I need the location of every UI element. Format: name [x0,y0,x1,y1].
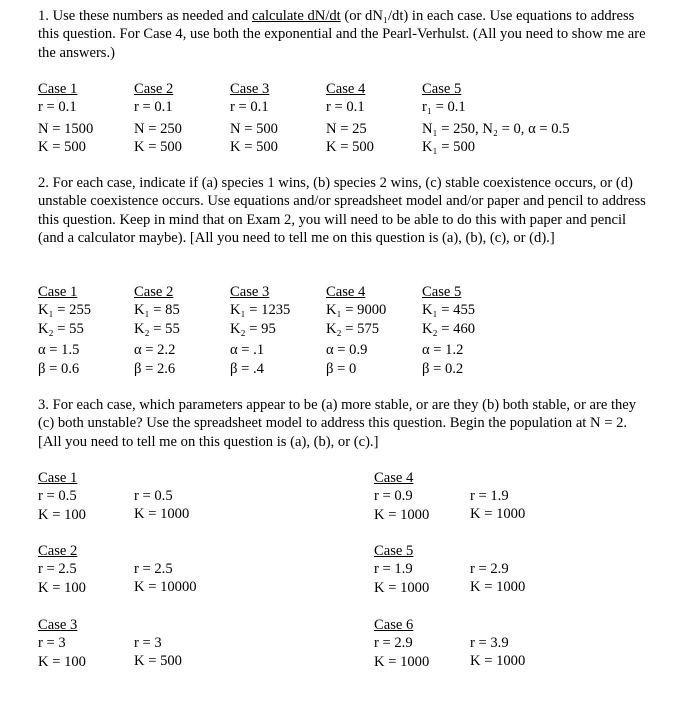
q3-case-1-alt [134,487,189,524]
case-title: Case 5 [374,543,414,559]
case-line: K₁ = 500 [422,139,476,156]
case-line: α = 1.2 [422,342,464,359]
q2-case-2 [134,283,180,378]
case-line: K = 1000 [374,653,430,670]
q1-case-4 [326,80,374,157]
case-line: K₁ = 9000 [326,302,387,319]
case-title: Case 3 [230,284,270,300]
case-line: N₁ = 250, N₂ = 0, α = 0.5 [422,120,570,137]
case-title: Case 1 [38,81,78,97]
q3-case-5 [374,542,429,597]
case-title: Case 4 [374,470,414,486]
case-title: Case 4 [326,284,366,300]
case-line: K = 1000 [134,506,190,523]
case-line: K₁ = 1235 [230,302,291,319]
q1-case-1 [38,80,93,157]
case-line: K = 500 [134,139,182,156]
case-title: Case 3 [230,81,270,97]
case-line: β = 2.6 [134,360,176,377]
case-line: K₂ = 95 [230,320,276,337]
case-line: K₁ = 455 [422,302,476,319]
case-line: r = 3 [38,635,66,652]
case-line: α = .1 [230,342,265,359]
case-title: Case 2 [134,81,174,97]
q3-case-4-alt [470,487,525,524]
case-line: α = 1.5 [38,342,80,359]
question-1-text: 1. Use these numbers as needed and calculate dN/dt (or dN₁/dt) in each case. Use equations to address this question. For Case 4, use both the exponential and the Pearl-Verhulst. (All you need to show me are the answers.) [38,8,646,61]
case-line: K = 10000 [134,579,197,596]
case-line: K₁ = 255 [38,302,92,319]
q3-case-2-alt [134,560,197,597]
case-title: Case 5 [422,81,462,97]
case-line: α = 0.9 [326,342,368,359]
case-line: r = 0.1 [134,99,173,116]
q1-case-2 [134,80,182,157]
case-line: K = 500 [134,653,182,670]
q3-case-2 [38,542,86,597]
case-line: K = 500 [230,139,278,156]
case-line: N = 500 [230,120,278,137]
case-line: r = 1.9 [470,488,509,504]
q1-case-3 [230,80,278,157]
case-line: K = 100 [38,506,86,523]
case-line: N = 25 [326,120,367,137]
case-line: r = 0.1 [38,99,77,116]
case-line: K = 1000 [470,506,526,523]
case-line: r = 0.1 [230,99,269,116]
question-2-text: 2. For each case, indicate if (a) species 1 wins, (b) species 2 wins, (c) stable coexistence occurs, or (d) unstable coexistence occurs. Use equations and/or spreadsheet model and/or paper and pencil to address this question. Keep in mind that on Exam 2, you will need to be able to do this with paper and pencil (and a calculator maybe). [All you need to tell me on this question is (a), (b), (c), or (d).] [38,175,646,246]
case-line: β = .4 [230,360,264,377]
case-line: r = 0.5 [38,488,77,505]
case-line: r = 2.9 [374,635,413,652]
case-line: r = 2.5 [134,561,173,577]
q2-case-3 [230,283,290,378]
case-line: K₂ = 575 [326,320,380,337]
q3-case-3 [38,616,86,671]
q3-case-6-alt [470,634,525,671]
question-3-text: 3. For each case, which parameters appear to be (a) more stable, or are they (b) both stable, or are they (c) both unstable? Use the spreadsheet model to address this question. Begin the population at N = 2. [All you need to tell me on this question is (a), (b), or (c).] [38,397,637,450]
case-line: K = 1000 [374,579,430,596]
case-title: Case 1 [38,284,78,300]
case-line: K = 100 [38,579,86,596]
q2-case-5 [422,283,475,378]
case-line: K = 100 [38,653,86,670]
q3-case-1 [38,469,86,524]
case-line: r = 0.9 [374,488,413,505]
case-line: K = 1000 [470,653,526,670]
case-title: Case 2 [134,284,174,300]
case-line: N = 1500 [38,120,94,137]
case-title: Case 6 [374,617,414,633]
case-line: r = 1.9 [374,561,413,578]
case-title: Case 5 [422,284,462,300]
calculate-dndt-link: calculate dN/dt [251,8,341,24]
case-line: K₂ = 55 [38,320,84,337]
case-line: r = 0.1 [326,99,365,116]
case-line: N = 250 [134,120,182,137]
case-line: K₂ = 55 [134,320,180,337]
q1-case-5 [422,80,570,157]
case-line: K₁ = 85 [134,302,180,319]
q3-case-6 [374,616,429,671]
case-line: β = 0 [326,360,357,377]
case-line: r = 0.5 [134,488,173,504]
case-line: K₂ = 460 [422,320,476,337]
case-line: r₁ = 0.1 [422,99,466,116]
case-line: r = 3 [134,635,162,651]
q3-case-5-alt [470,560,525,597]
case-title: Case 2 [38,543,78,559]
q3-case-4 [374,469,429,524]
case-title: Case 3 [38,617,78,633]
q2-case-1 [38,283,91,378]
case-title: Case 1 [38,470,78,486]
case-line: r = 2.5 [38,561,77,578]
case-line: α = 2.2 [134,342,176,359]
q3-case-3-alt [134,634,182,671]
case-line: β = 0.6 [38,360,80,377]
case-line: K = 1000 [470,579,526,596]
case-line: K = 1000 [374,506,430,523]
case-line: r = 2.9 [470,561,509,577]
q2-case-4 [326,283,386,378]
case-title: Case 4 [326,81,366,97]
case-line: β = 0.2 [422,360,464,377]
case-line: r = 3.9 [470,635,509,651]
case-line: K = 500 [326,139,374,156]
case-line: K = 500 [38,139,86,156]
